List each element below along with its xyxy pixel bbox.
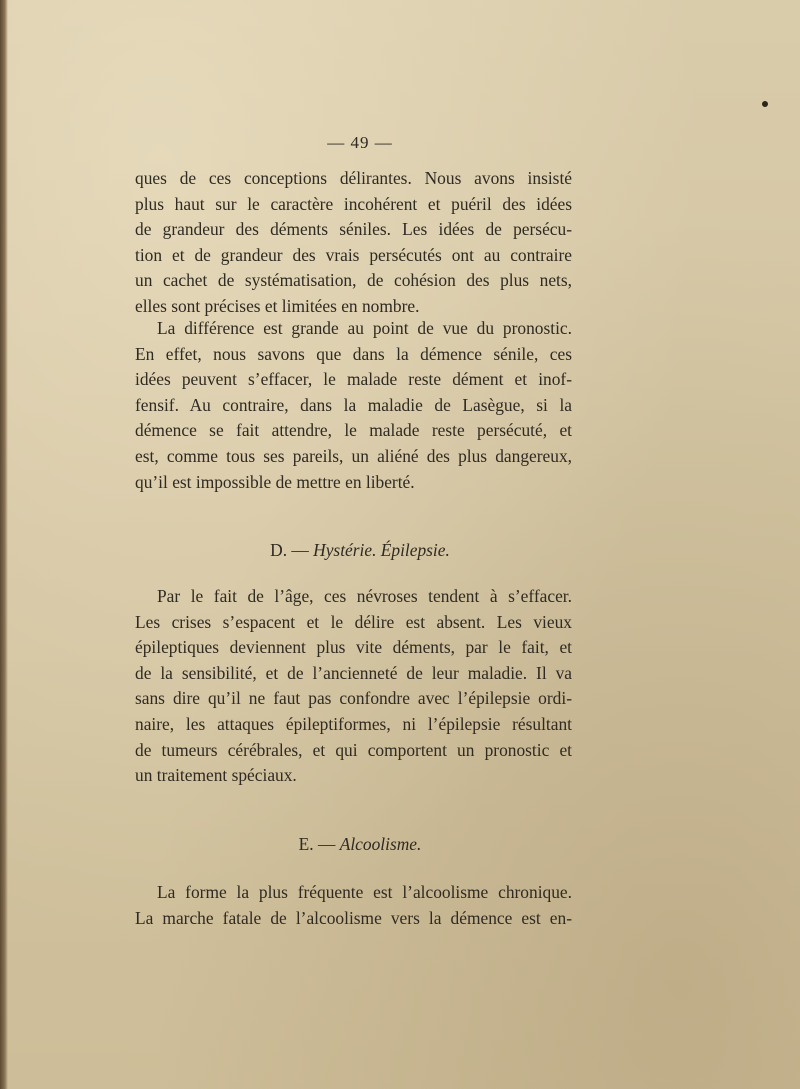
text-line: un traitement spéciaux. bbox=[135, 765, 297, 786]
text-line: ques de ces conceptions délirantes. Nous avons insisté bbox=[135, 168, 572, 188]
text-line: fensif. Au contraire, dans la maladie de Lasègue, si la bbox=[135, 394, 572, 415]
text-line: La différence est grande au point de vue du pronostic. bbox=[157, 318, 572, 338]
text-line: idées peuvent s’effacer, le malade reste dément et inof- bbox=[135, 369, 572, 390]
text-line: est, comme tous ses pareils, un aliéné des plus dangereux, bbox=[135, 445, 572, 466]
text-line: naire, les attaques épileptiformes, ni l’épilepsie résultant bbox=[135, 713, 572, 734]
paragraph-hysterie-epilepsie bbox=[135, 584, 572, 789]
text-line: de la sensibilité, et de l’ancienneté de leur maladie. Il va bbox=[135, 662, 572, 683]
paragraph-pronostic bbox=[135, 316, 572, 495]
text-line: elles sont précises et limitées en nombre. bbox=[135, 295, 420, 316]
page-number: — 49 — bbox=[327, 133, 393, 152]
paragraph-continuation bbox=[135, 166, 572, 320]
text-line: qu’il est impossible de mettre en liberté. bbox=[135, 471, 415, 492]
section-heading-prefix: E. — bbox=[298, 834, 340, 854]
section-heading-e bbox=[0, 834, 720, 855]
section-heading-d bbox=[0, 540, 720, 561]
paragraph-alcoolisme bbox=[135, 880, 572, 931]
section-heading-title: Hystérie. Épilepsie. bbox=[313, 540, 450, 560]
section-heading-title: Alcoolisme. bbox=[339, 834, 422, 854]
text-line: plus haut sur le caractère incohérent et puéril des idées bbox=[135, 193, 572, 214]
ink-speck bbox=[762, 101, 768, 107]
text-line: épileptiques deviennent plus vite déments, par le fait, et bbox=[135, 637, 572, 658]
text-line: tion et de grandeur des vrais persécutés ont au contraire bbox=[135, 244, 572, 265]
text-line: Par le fait de l’âge, ces névroses tendent à s’effacer. bbox=[157, 586, 572, 606]
text-line: démence se fait attendre, le malade reste persécuté, et bbox=[135, 420, 572, 441]
text-line: de tumeurs cérébrales, et qui comportent un pronostic et bbox=[135, 739, 572, 760]
text-line: sans dire qu’il ne faut pas confondre avec l’épilepsie ordi- bbox=[135, 688, 572, 709]
text-line: Les crises s’espacent et le délire est absent. Les vieux bbox=[135, 611, 572, 632]
text-line: de grandeur des déments séniles. Les idées de persécu- bbox=[135, 219, 572, 240]
text-line: un cachet de systématisation, de cohésion des plus nets, bbox=[135, 270, 572, 291]
text-line: La forme la plus fréquente est l’alcoolisme chronique. bbox=[157, 882, 572, 902]
text-line: La marche fatale de l’alcoolisme vers la démence est en- bbox=[135, 907, 572, 928]
text-line: En effet, nous savons que dans la démence sénile, ces bbox=[135, 343, 572, 364]
section-heading-prefix: D. — bbox=[270, 540, 314, 560]
